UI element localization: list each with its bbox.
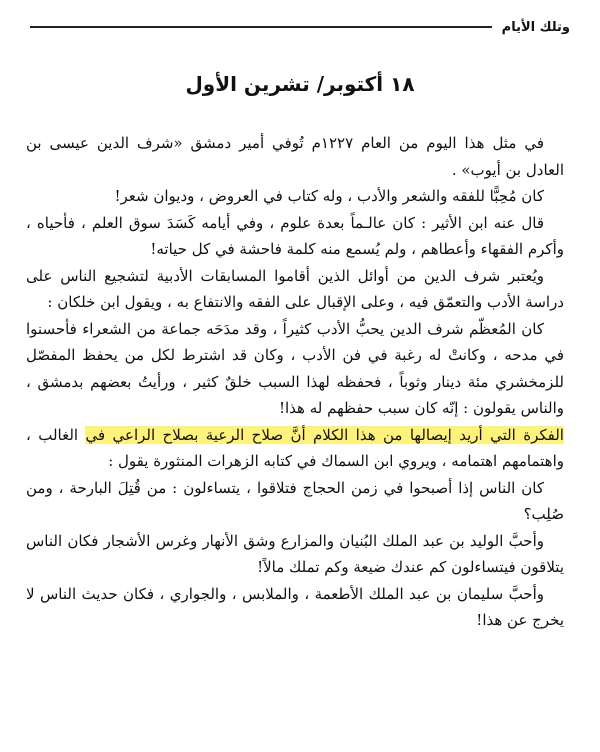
chapter-title: ١٨ أكتوبر/ تشرين الأول: [185, 72, 415, 96]
paragraph: كان مُحِبًّا للفقه والشعر والأدب ، وله كتاب في العروض ، وديوان شعر!: [114, 187, 544, 205]
paragraph: الفكرة التي أريد إيصالها من هذا الكلام أنَّ صلاح الرعية بصلاح الراعي في الغالب ، واهتمامهم اهتمامه ، ويروي ابن السماك في كتابه الزهرات المنثورة يقول :: [26, 425, 564, 470]
paragraph: قال عنه ابن الأثير : كان عالـماً بعدة علوم ، وفي أيامه كَسَدَ سوق العلم ، فأحياه ، وأكرم الفقهاء وأعطاهم ، ولم يُسمع منه كلمة فاحشة في كل حياته!: [26, 213, 564, 258]
paragraph: وأحبَّ الوليد بن عبد الملك البُنيان والمزارع وشق الأنهار وغرس الأشجار فكان الناس يتلاقون فيتساءلون كم عندك ضيعة وكم تملك مالاً!: [26, 531, 564, 576]
body-text: [26, 130, 564, 634]
paragraph: كان الناس إذا أصبحوا في زمن الحجاج فتلاقوا ، يتساءلون : من قُتِلَ البارحة ، ومن صُلِب؟: [26, 478, 564, 523]
paragraph: في مثل هذا اليوم من العام ١٢٢٧م تُوفي أمير دمشق «شرف الدين عيسى بن العادل بن أيوب» .: [26, 134, 564, 179]
highlighted-text: الفكرة التي أريد إيصالها من هذا الكلام أنَّ صلاح الرعية بصلاح الراعي في: [85, 425, 564, 444]
paragraph: كان المُعظّم شرف الدين يحبُّ الأدب كثيراً ، وقد مدَحَه جماعة من الشعراء فأحسنوا في مدحه ، وكانتْ له رغبة في فن الأدب ، وكان قد اشترط لكل من يحفظ المفصّل للزمخشري مئة دينار وثوباً ، فحفظه لهذا السبب خلقٌ كثير ، ورأيتُ بعضهم بدمشق ، والناس يقولون : إنّه كان سبب حفظهم له هذا!: [26, 319, 564, 417]
running-title: وتلك الأيام: [501, 19, 570, 35]
paragraph: وأحبَّ سليمان بن عبد الملك الأطعمة ، والملابس ، والجواري ، فكان حديث الناس لا يخرج عن هذا!: [26, 584, 564, 629]
paragraph: ويُعتبر شرف الدين من أوائل الذين أقاموا المسابقات الأدبية لتشجيع الناس على دراسة الأدب والتعمّق فيه ، وعلى الإقبال على الفقه والانتفاع به ، ويقول ابن خلكان :: [26, 266, 564, 311]
header-rule: [30, 26, 492, 28]
page-header: [30, 14, 570, 40]
